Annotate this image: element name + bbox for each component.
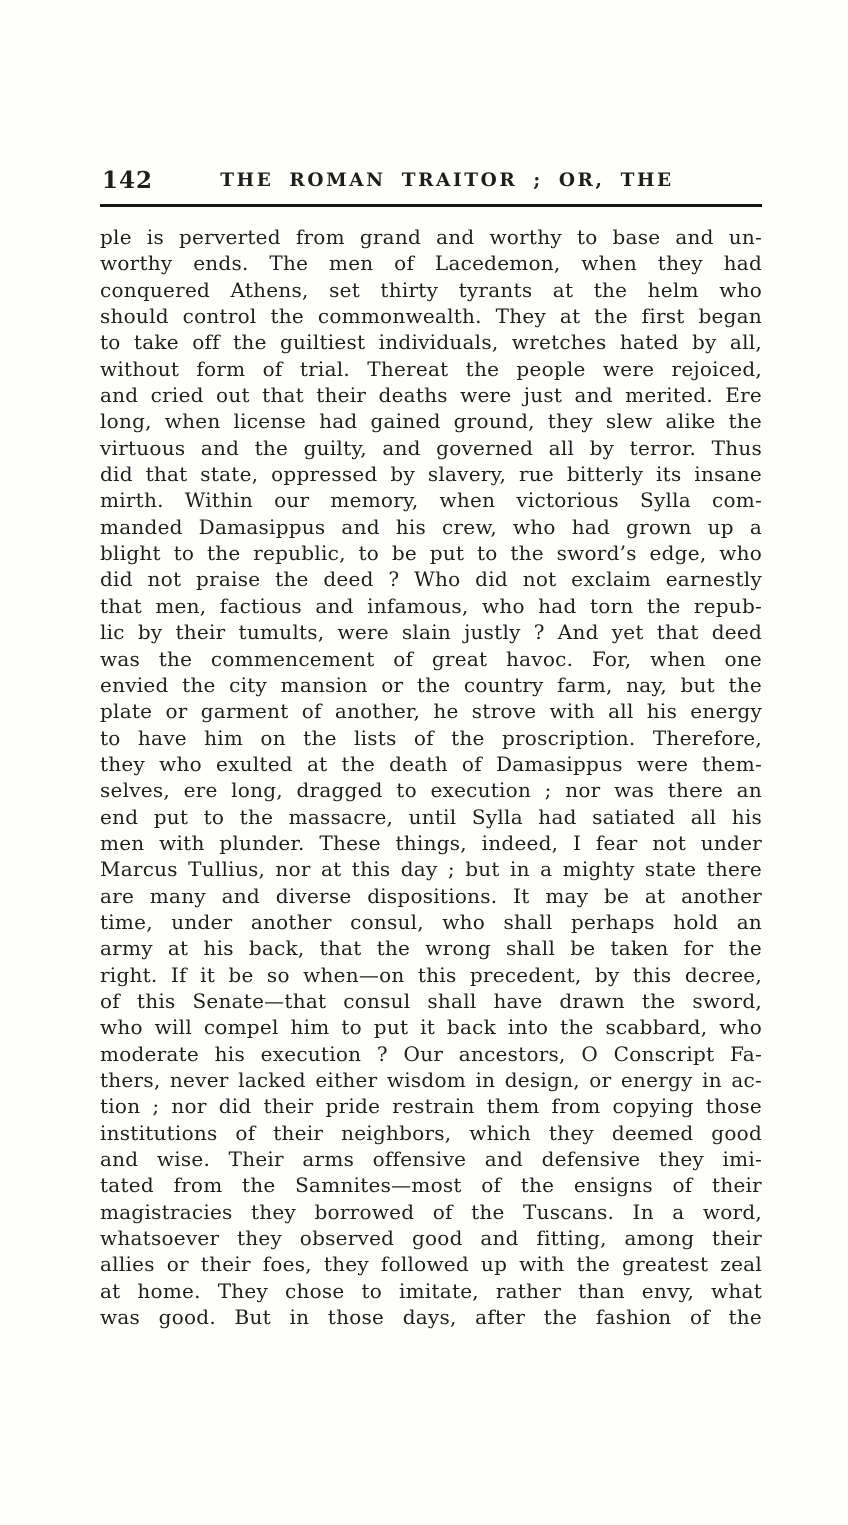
- text-line: moderate his execution ? Our ancestors, O Conscript Fa-: [100, 1041, 762, 1066]
- text-line: manded Damasippus and his crew, who had grown up a: [100, 514, 762, 539]
- text-line: and cried out that their deaths were just and merited. Ere: [100, 383, 762, 408]
- text-line: right. If it be so when—on this precedent, by this decree,: [100, 962, 762, 987]
- text-line: blight to the republic, to be put to the sword’s edge, who: [100, 541, 762, 566]
- header-rule: [100, 204, 762, 207]
- running-title: THE ROMAN TRAITOR ; OR, THE: [220, 170, 674, 191]
- text-line: selves, ere long, dragged to execution ; nor was there an: [100, 778, 762, 803]
- text-line: end put to the massacre, until Sylla had satiated all his: [100, 804, 762, 829]
- text-line: to have him on the lists of the proscription. Therefore,: [100, 725, 762, 750]
- text-line: army at his back, that the wrong shall be taken for the: [100, 936, 762, 961]
- text-line: mirth. Within our memory, when victorious Sylla com-: [100, 488, 762, 513]
- text-line: conquered Athens, set thirty tyrants at the helm who: [100, 277, 762, 302]
- text-line: magistracies they borrowed of the Tuscans. In a word,: [100, 1199, 762, 1224]
- text-line: Marcus Tullius, nor at this day ; but in a mighty state there: [100, 857, 762, 882]
- text-line: plate or garment of another, he strove with all his energy: [100, 699, 762, 724]
- page-number: 142: [102, 167, 154, 194]
- text-line: whatsoever they observed good and fitting, among their: [100, 1226, 762, 1251]
- text-line: tion ; nor did their pride restrain them from copying those: [100, 1094, 762, 1119]
- text-line: virtuous and the guilty, and governed all by terror. Thus: [100, 435, 762, 460]
- text-line: without form of trial. Thereat the people were rejoiced,: [100, 356, 762, 381]
- text-line: long, when license had gained ground, they slew alike the: [100, 409, 762, 434]
- text-line: men with plunder. These things, indeed, I fear not under: [100, 830, 762, 855]
- text-line: should control the commonwealth. They at the first began: [100, 304, 762, 329]
- text-line: did not praise the deed ? Who did not exclaim earnestly: [100, 567, 762, 592]
- text-line: and wise. Their arms offensive and defensive they imi-: [100, 1147, 762, 1172]
- text-line: that men, factious and infamous, who had torn the repub-: [100, 593, 762, 618]
- text-line: did that state, oppressed by slavery, rue bitterly its insane: [100, 462, 762, 487]
- text-line: institutions of their neighbors, which they deemed good: [100, 1120, 762, 1145]
- text-line: time, under another consul, who shall perhaps hold an: [100, 909, 762, 934]
- text-line: are many and diverse dispositions. It may be at another: [100, 883, 762, 908]
- text-line: was the commencement of great havoc. For, when one: [100, 646, 762, 671]
- text-line: they who exulted at the death of Damasippus were them-: [100, 751, 762, 776]
- text-line: at home. They chose to imitate, rather than envy, what: [100, 1278, 762, 1303]
- text-line: tated from the Samnites—most of the ensigns of their: [100, 1173, 762, 1198]
- text-line: who will compel him to put it back into the scabbard, who: [100, 1015, 762, 1040]
- running-head: [100, 167, 762, 199]
- text-line: envied the city mansion or the country farm, nay, but the: [100, 672, 762, 697]
- text-line: lic by their tumults, were slain justly ? And yet that deed: [100, 620, 762, 645]
- text-line: of this Senate—that consul shall have drawn the sword,: [100, 988, 762, 1013]
- text-line: to take off the guiltiest individuals, wretches hated by all,: [100, 330, 762, 355]
- text-line: allies or their foes, they followed up with the greatest zeal: [100, 1252, 762, 1277]
- body-text: [100, 224, 762, 1330]
- text-line: thers, never lacked either wisdom in design, or energy in ac-: [100, 1068, 762, 1092]
- text-line: worthy ends. The men of Lacedemon, when they had: [100, 251, 762, 276]
- text-line: was good. But in those days, after the fashion of the: [100, 1305, 762, 1330]
- text-line: ple is perverted from grand and worthy to base and un-: [100, 225, 762, 249]
